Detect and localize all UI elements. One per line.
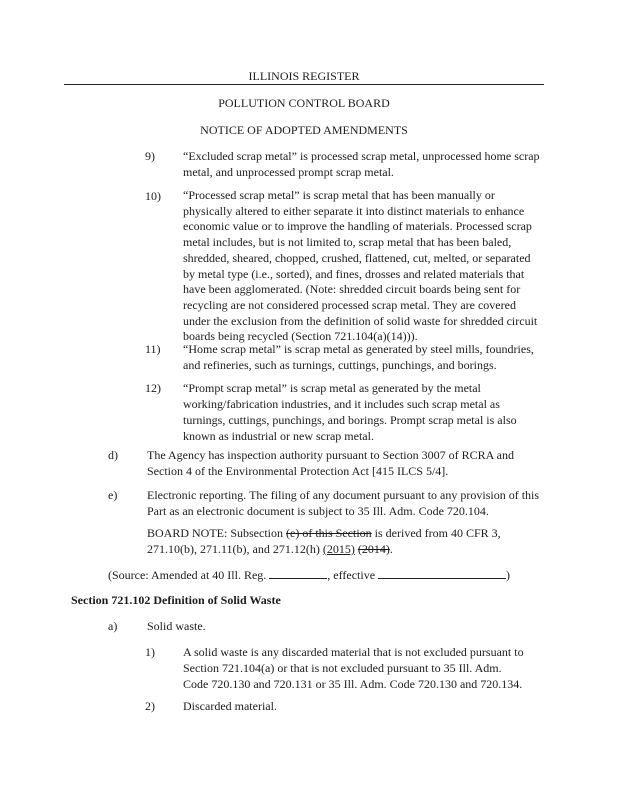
- para-e-letter: e): [108, 488, 118, 502]
- board-note-body: is derived from 40 CFR 3, 271.10(b), 271.11(b), and 271.12(h): [147, 526, 501, 556]
- source-line: [108, 566, 548, 583]
- item-11-text: “Home scrap metal” is scrap metal as generated by steel mills, foundries, and refineries, such as turnings, cuttings, punchings, and borings.: [183, 342, 534, 372]
- item-10-number: 10): [145, 189, 161, 203]
- register-title: ILLINOIS REGISTER: [248, 69, 360, 83]
- subsection-a2-number: 2): [145, 699, 155, 713]
- item-12-number: 12): [145, 381, 161, 395]
- board-note-end: .: [389, 542, 393, 556]
- notice-title: NOTICE OF ADOPTED AMENDMENTS: [200, 123, 408, 137]
- para-d-letter: d): [108, 448, 118, 462]
- item-11-number: 11): [145, 342, 161, 356]
- board-note-prefix: BOARD NOTE: Subsection: [147, 526, 286, 540]
- source-middle: , effective: [327, 568, 379, 582]
- board-note-struck-subsection: (e) of this Section: [286, 526, 372, 540]
- effective-date-blank: [378, 566, 506, 579]
- item-9-number: 9): [145, 149, 155, 163]
- register-blank: [269, 566, 327, 579]
- subsection-a1-text: A solid waste is any discarded material that is not excluded pursuant to Section 721.104(a) or that is not excluded pursuant to 35 Ill. Adm. Code 720.130 and 720.131 or 35 Ill. Adm. Code 720.130 and 720.134.: [183, 645, 524, 691]
- item-9-text: “Excluded scrap metal” is processed scrap metal, unprocessed home scrap metal, and unprocessed prompt scrap metal.: [183, 149, 540, 179]
- section-heading: Section 721.102 Definition of Solid Waste: [71, 593, 281, 607]
- para-d-text: The Agency has inspection authority pursuant to Section 3007 of RCRA and Section 4 of the Environmental Protection Act [415 ILCS 5/4].: [147, 448, 514, 478]
- subsection-a-letter: a): [108, 619, 118, 633]
- board-note-added-year: (2015): [322, 542, 355, 556]
- subsection-a-text: Solid waste.: [147, 619, 206, 633]
- item-12-text: “Prompt scrap metal” is scrap metal as generated by the metal working/fabrication industries, and it includes such scrap metal as turnings, cuttings, punchings, and borings. Prompt scrap metal is also known as industrial or new scrap metal.: [183, 381, 517, 443]
- item-10-text: “Processed scrap metal” is scrap metal that has been manually or physically altered to either separate it into distinct materials to enhance economic value or to improve the handling of materials. Processed scrap metal includes, but is not limited to, scrap metal that has been baled, shredded, sheared, chopped, crushed, flattened, cut, melted, or separated by metal type (i.e., sorted), and fines, drosses and related materials that have been agglomerated. (Note: shredded circuit boards being sent for recycling are not considered processed scrap metal. They are covered under the exclusion from the definition of solid waste for shredded circuit boards being recycled (Section 721.104(a)(14))).: [183, 188, 538, 344]
- source-end: ): [506, 568, 511, 582]
- board-note-struck-year: (2014): [357, 542, 390, 556]
- source-prefix: (Source: Amended at 40 Ill. Reg.: [108, 568, 270, 582]
- board-note: [147, 525, 531, 557]
- subsection-a2-text: Discarded material.: [183, 699, 277, 713]
- para-e-text: Electronic reporting. The filing of any document pursuant to any provision of this Part as an electronic document is subject to 35 Ill. Adm. Code 720.104.: [147, 488, 540, 518]
- header-rule: [64, 84, 544, 85]
- subsection-a1-number: 1): [145, 645, 155, 659]
- board-title: POLLUTION CONTROL BOARD: [218, 96, 390, 110]
